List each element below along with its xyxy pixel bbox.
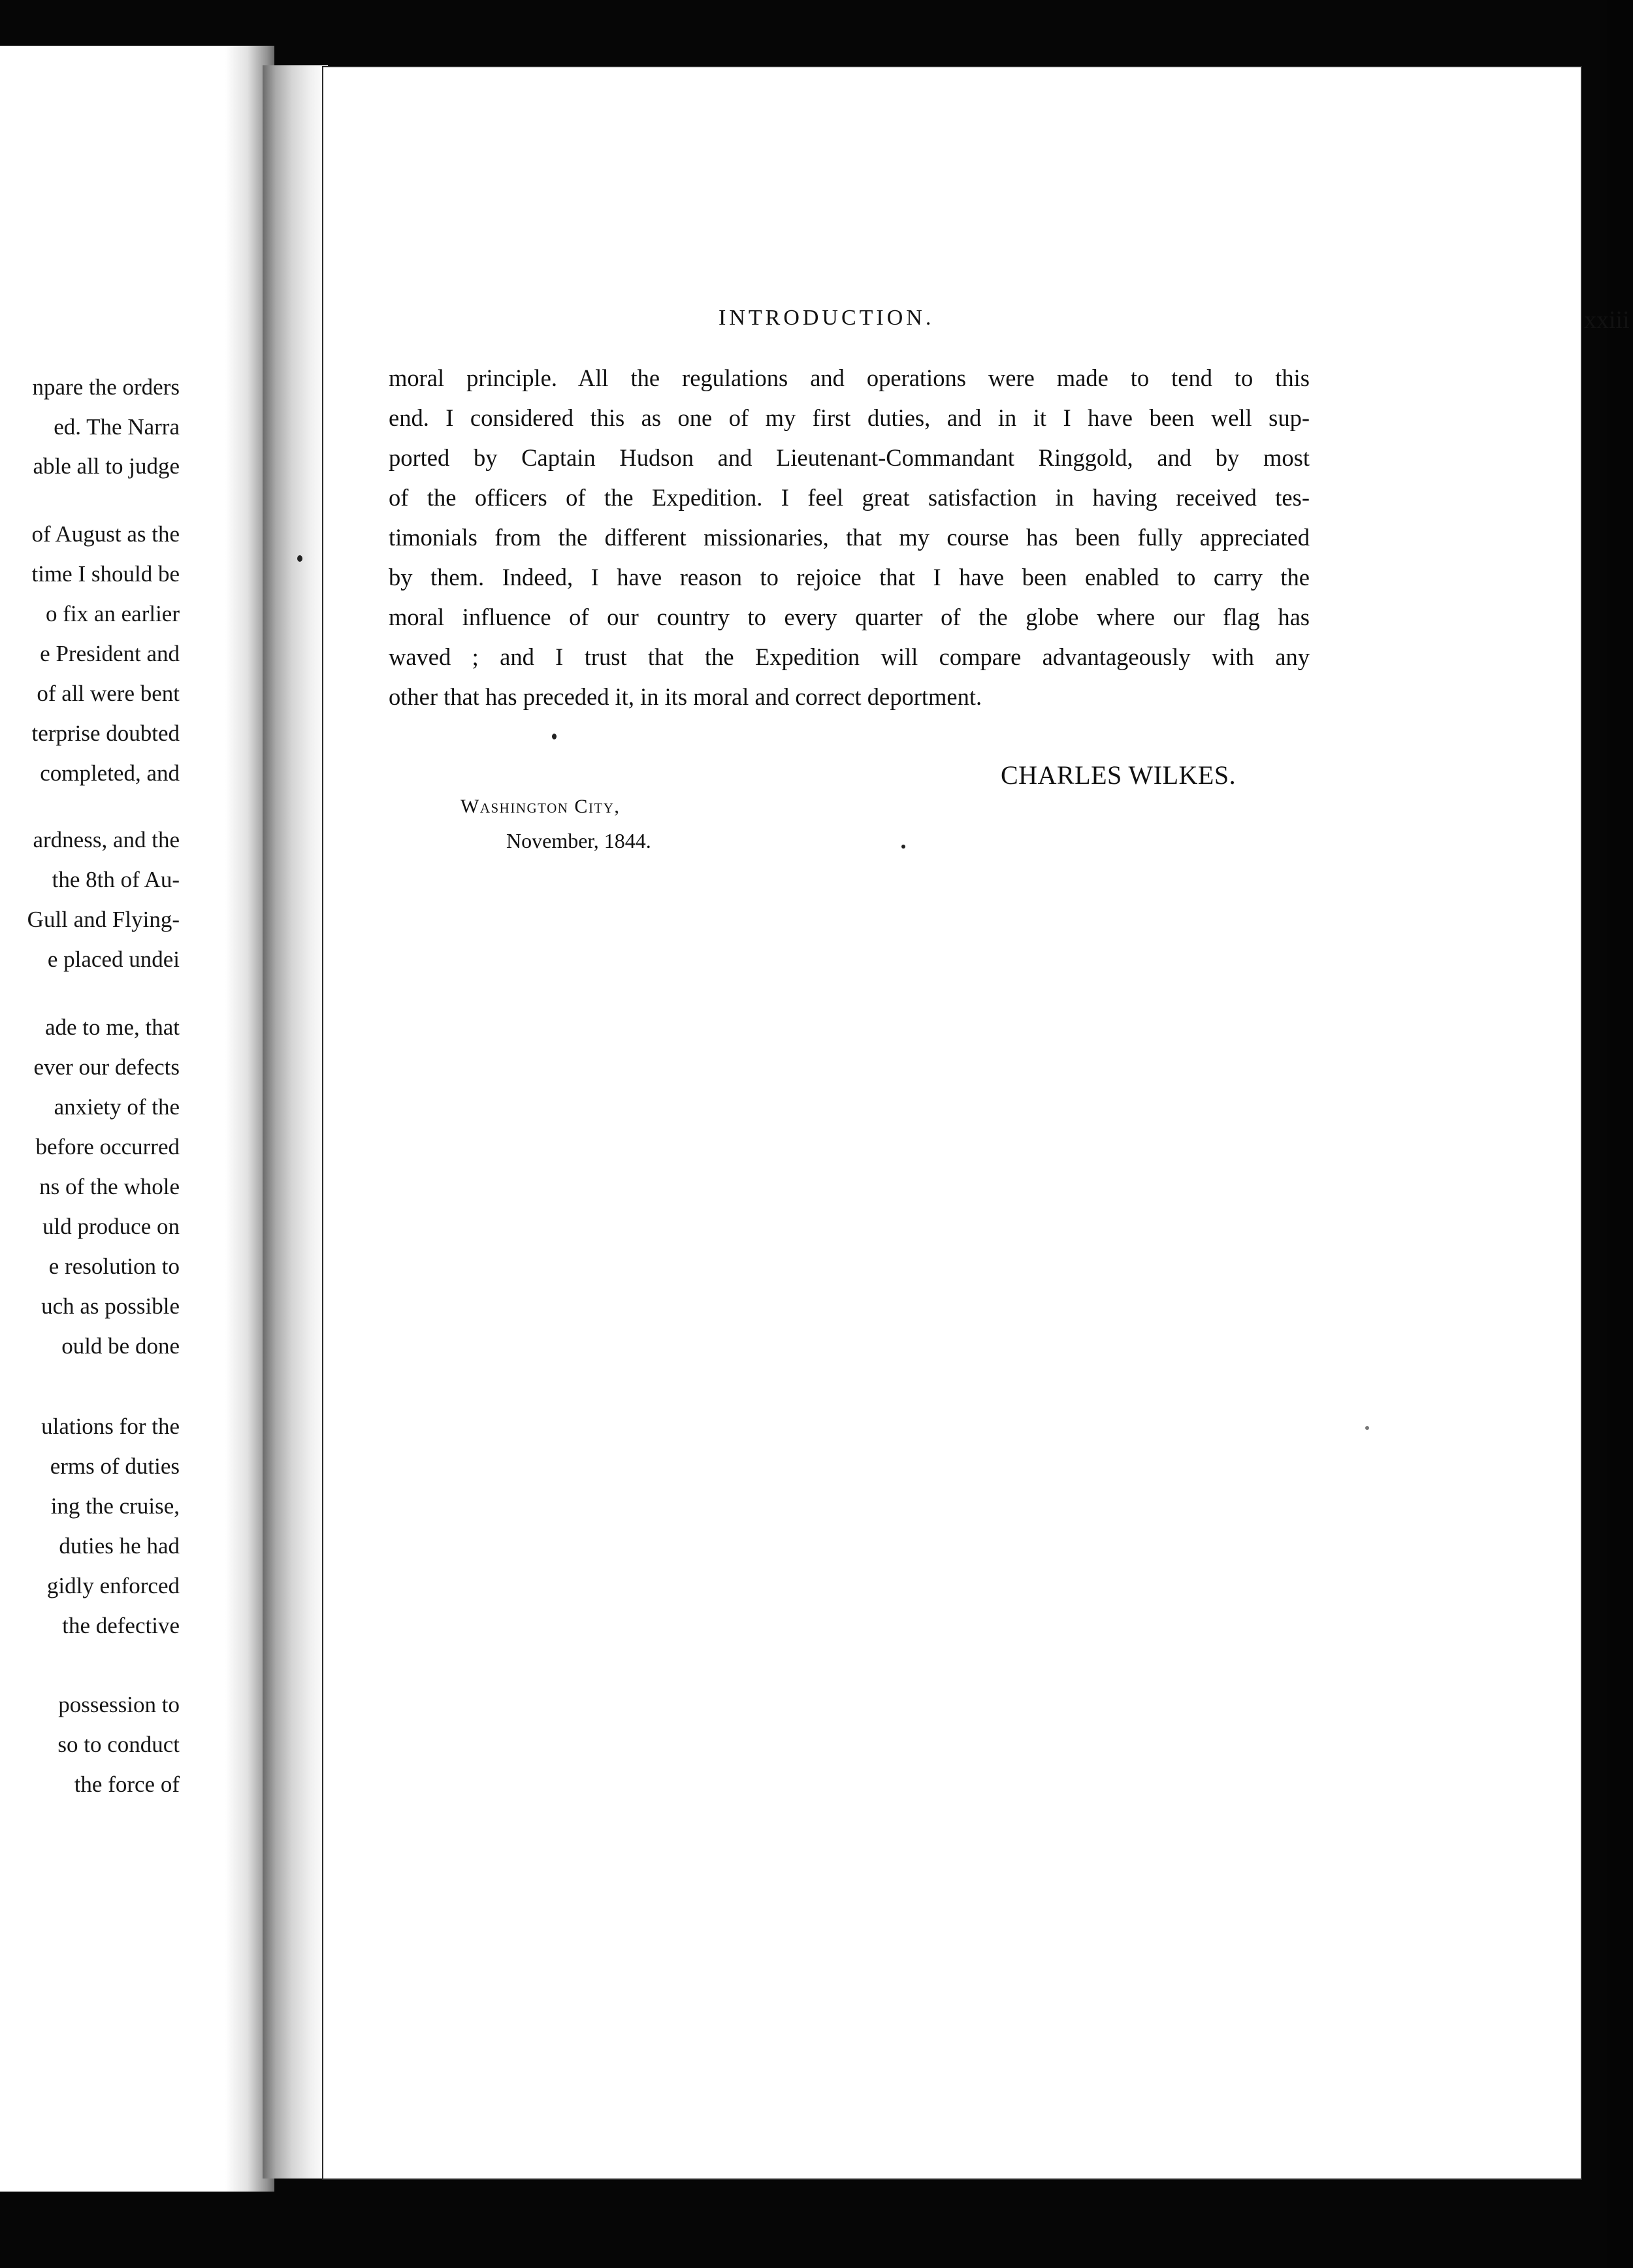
left-page-line: terprise doubted	[31, 721, 180, 746]
left-page-line: e resolution to	[48, 1254, 180, 1279]
left-page-line: uld produce on	[42, 1214, 180, 1239]
body-line: waved ; and I trust that the Expedition will compare advantageously with any	[389, 643, 1310, 670]
dateline-place: Washington City,	[461, 796, 621, 817]
left-page-line: uch as possible	[41, 1293, 180, 1319]
body-line: by them. Indeed, I have reason to rejoice that I have been enabled to carry the	[389, 564, 1310, 591]
left-page-line: before occurred	[35, 1134, 180, 1159]
body-line: moral principle. All the regulations and operations were made to tend to this	[389, 364, 1310, 391]
left-page-line: ns of the whole	[39, 1174, 180, 1199]
left-page-line: o fix an earlier	[45, 601, 180, 626]
left-page-line: ed. The Narra	[54, 414, 180, 440]
left-page	[0, 46, 274, 2192]
left-page-line: ardness, and the	[33, 827, 180, 852]
left-page-line: anxiety of the	[54, 1094, 180, 1120]
left-page-line: e placed undei	[47, 947, 180, 972]
left-page-line: possession to	[58, 1692, 180, 1717]
ink-speck	[552, 734, 557, 739]
page-number: xxiii	[1584, 306, 1630, 334]
left-page-line: the 8th of Au-	[52, 867, 180, 892]
left-page-line: ulations for the	[41, 1414, 180, 1439]
left-page-line: ever our defects	[33, 1054, 180, 1080]
left-page-line: gidly enforced	[46, 1573, 180, 1598]
running-head	[719, 306, 1633, 338]
left-page-line: npare the orders	[32, 374, 180, 400]
left-page-line: so to conduct	[57, 1732, 180, 1757]
body-line: other that has preceded it, in its moral and correct deportment.	[389, 683, 982, 710]
ink-speck	[1365, 1426, 1369, 1430]
left-page-line: the defective	[62, 1613, 180, 1638]
body-line: of the officers of the Expedition. I feel great satisfaction in having received tes-	[389, 484, 1310, 511]
left-page-line: Gull and Flying-	[27, 907, 180, 932]
dateline-date: November, 1844.	[506, 829, 651, 852]
left-page-line: of August as the	[31, 521, 180, 547]
body-paragraph	[389, 358, 1310, 717]
left-page-line: erms of duties	[50, 1453, 180, 1479]
left-page-line: ade to me, that	[44, 1014, 180, 1040]
left-page-line: duties he had	[59, 1533, 180, 1559]
left-page-line: ing the cruise,	[50, 1493, 180, 1519]
left-page-line: able all to judge	[33, 453, 180, 479]
left-page-line: e President and	[40, 641, 180, 666]
author-signature: CHARLES WILKES.	[1001, 760, 1237, 790]
ink-speck	[901, 845, 905, 849]
right-page	[323, 67, 1630, 2179]
body-line: ported by Captain Hudson and Lieutenant-Commandant Ringgold, and by most	[389, 444, 1310, 471]
left-page-line: completed, and	[40, 760, 180, 786]
body-line: end. I considered this as one of my first duties, and in it I have been well sup-	[389, 404, 1310, 431]
ink-speck	[297, 555, 302, 562]
book-gutter-shadow	[263, 65, 328, 2179]
left-page-line: the force of	[74, 1772, 180, 1797]
body-line: moral influence of our country to every quarter of the globe where our flag has	[389, 604, 1310, 630]
left-page-line: time I should be	[31, 561, 180, 587]
left-page-line: ould be done	[61, 1333, 180, 1359]
left-page-line: of all were bent	[37, 681, 180, 706]
running-title: INTRODUCTION.	[719, 306, 935, 330]
body-line: timonials from the different missionaries, that my course has been fully appreciated	[389, 524, 1310, 551]
